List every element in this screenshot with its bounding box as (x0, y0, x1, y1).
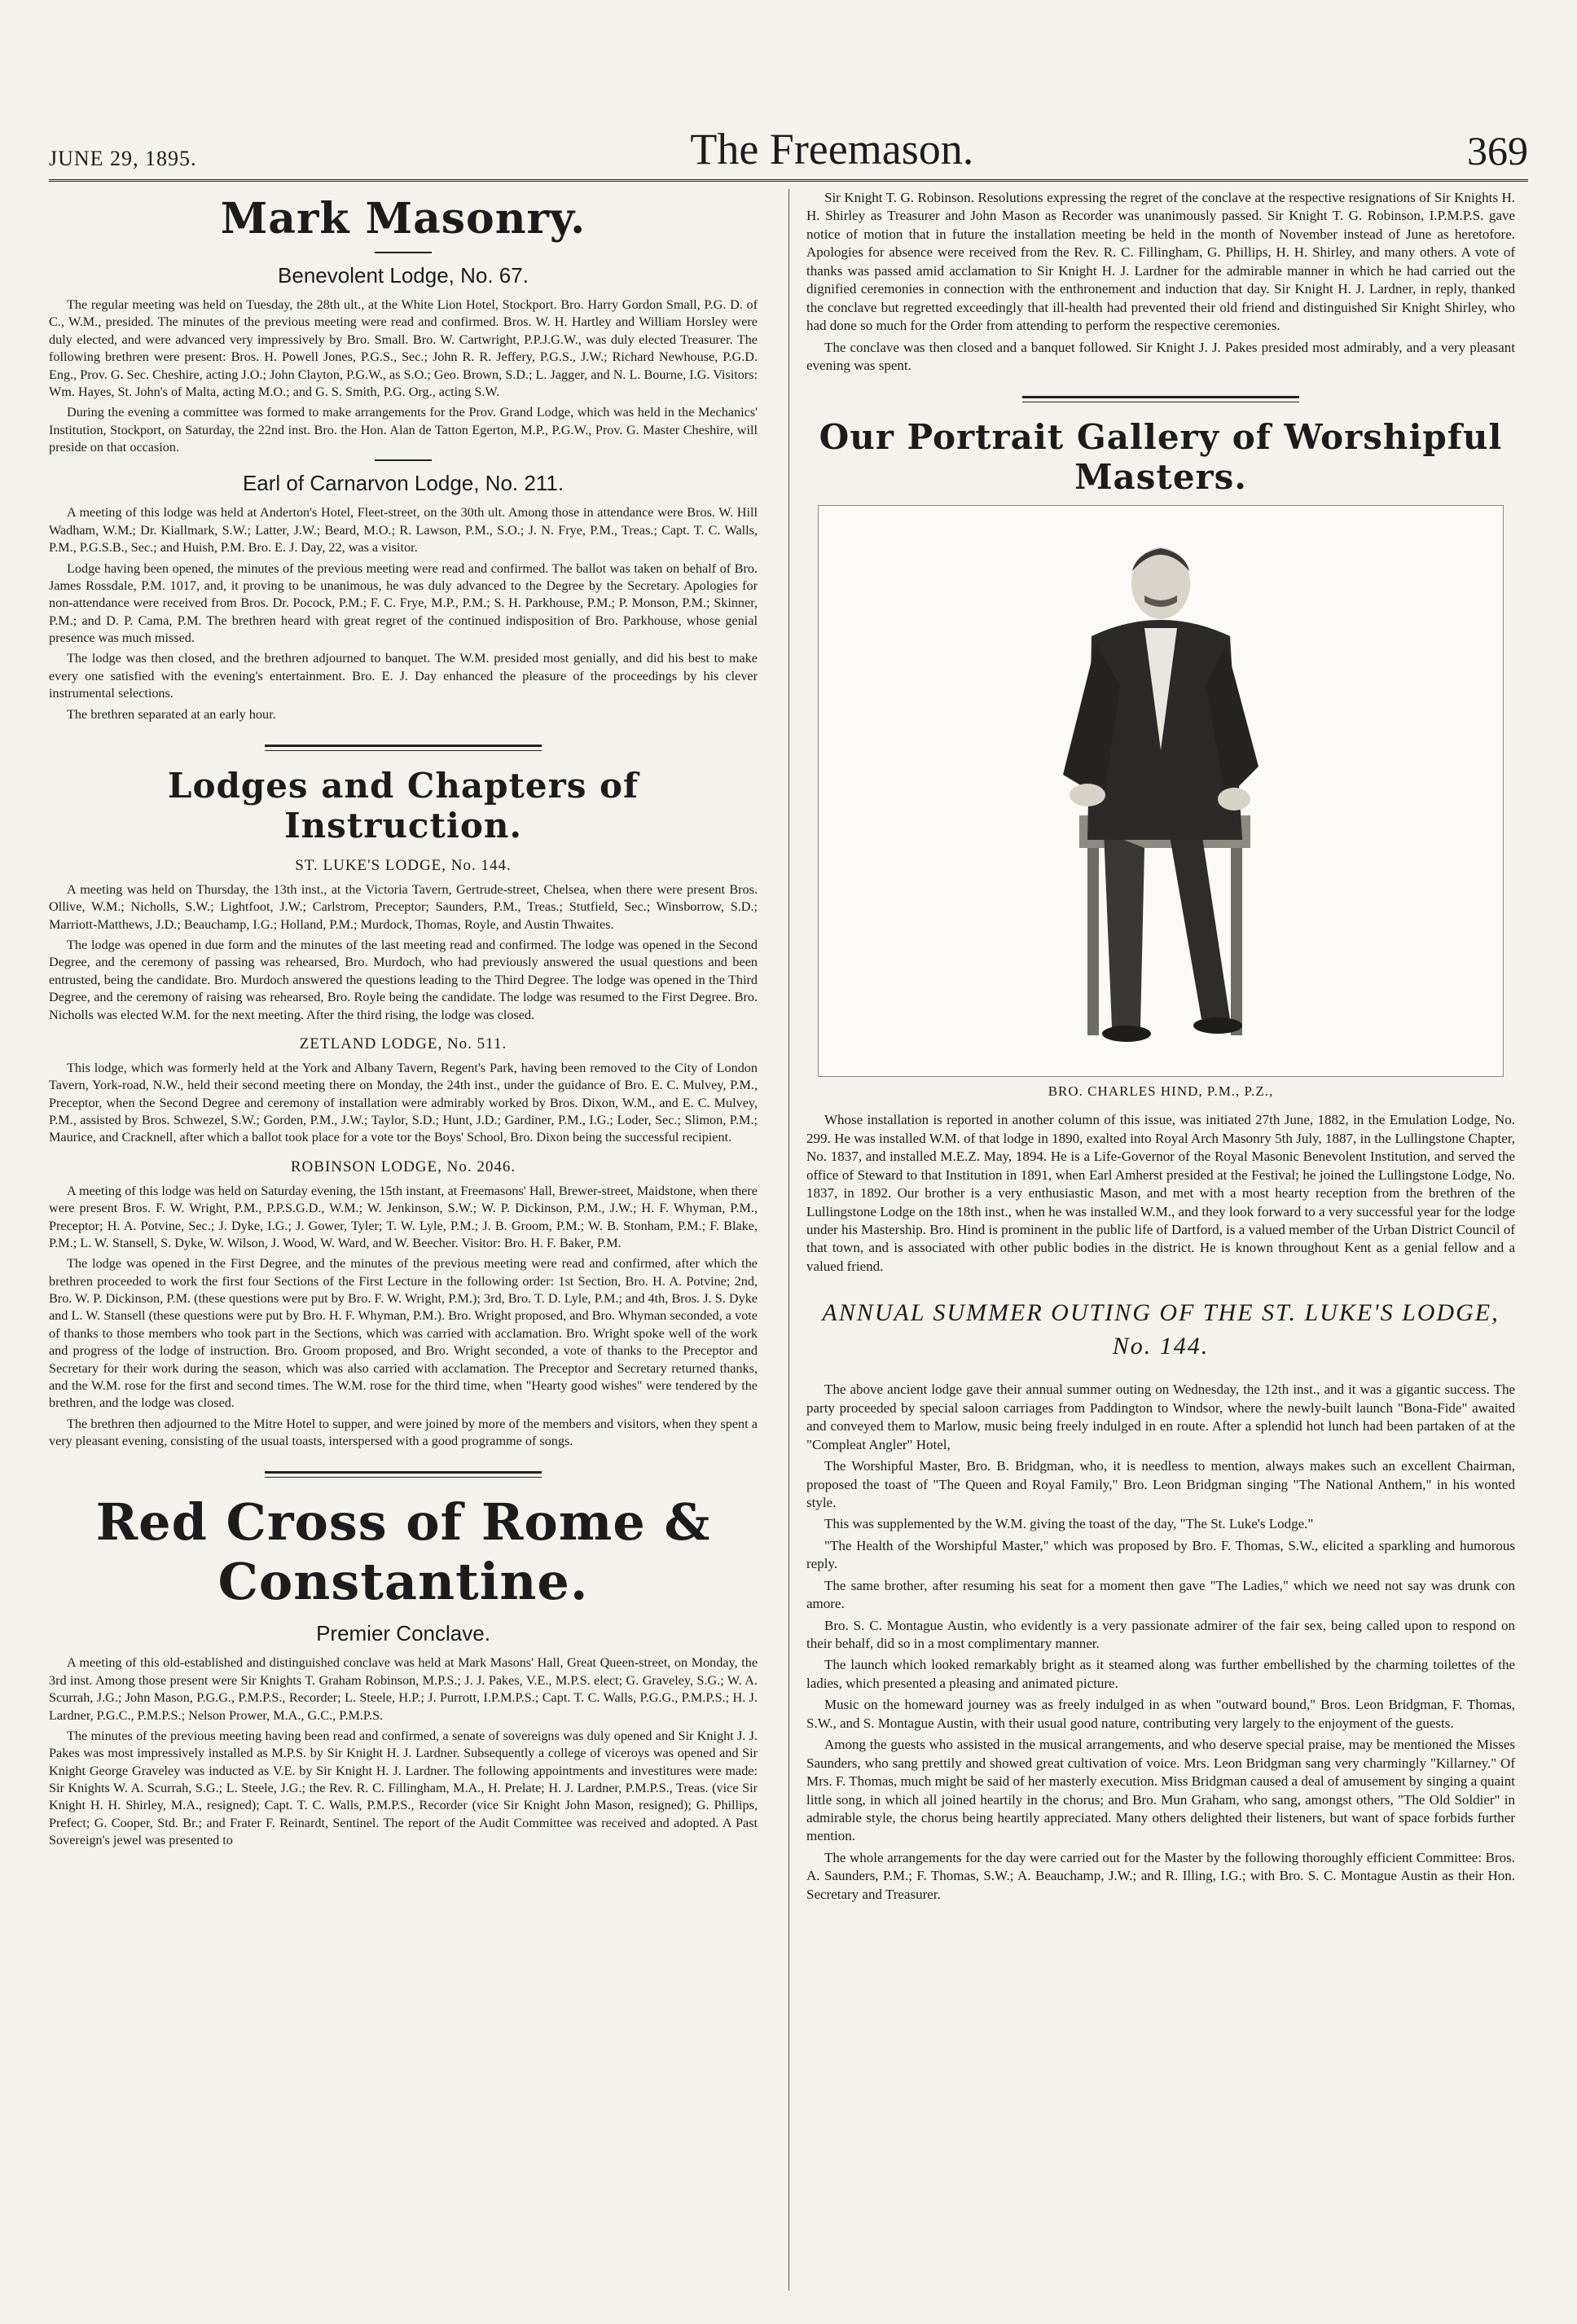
column-divider (788, 189, 789, 2291)
article-paragraph: Whose installation is reported in another column of this issue, was initiated 27th June, 1882, in the Emulation Lodge, No. 299. He was installed W.M. of that lodge in 1890, exalted into Royal Arch Masonry 5th July, 1887, in the Lullingstone Chapter, No. 1837, and installed M.E.Z. May, 1894. He is a Life-Governor of the Royal Masonic Benevolent Institution, and served the office of Steward to that Institution in 1891, when Earl Amherst presided at the Festival; he joined the Lullingstone Lodge, No. 1837, in 1892. Our brother is a very enthusiastic Mason, and met with a most hearty reception from the brethren of the Lullingstone Lodge on the 18th inst., when he was installed W.M., and they look forward to a very successful year for the lodge under his Mastership. Bro. Hind is prominent in the public life of Dartford, is a valued member of the Urban District Council of that town, and is associated with other public bodies in the district. He is known throughout Kent as a genial fellow and a valued friend. (806, 1112, 1515, 1274)
article-paragraph: The conclave was then closed and a banquet followed. Sir Knight J. J. Pakes presided most admirably, and a very pleasant evening was spent. (806, 339, 1515, 373)
article-paragraph: Bro. S. C. Montague Austin, who evidently is a very passionate admirer of the fair sex, being called upon to respond on their behalf, did so in a most complimentary manner. (806, 1617, 1515, 1651)
article-paragraph: The brethren then adjourned to the Mitre Hotel to supper, and were joined by more of the members and visitors, when they spent a very pleasant evening, consisting of the usual toasts, interspersed with a good programme of songs. (49, 1416, 758, 1448)
article-paragraph: The same brother, after resuming his seat for a moment then gave "The Ladies," which we need not say was drunk con amore. (806, 1577, 1515, 1612)
zetland-heading: ZETLAND LODGE, No. 511. (299, 1035, 507, 1052)
robinson-heading: ROBINSON LODGE, No. 2046. (290, 1158, 516, 1175)
article-paragraph: Lodge having been opened, the minutes of the previous meeting were read and confirmed. The ballot was taken on behalf of Bro. James Rossdale, P.M. 1017, and, it proving to be unanimous, he was duly advanced to the Degree by the Secretary. Apologies for non-attendance were received from Bros. Dr. Pocock, P.M.; F. C. Frye, M.P., P.M.; S. H. Parkhouse, P.M.; P. Monson, P.M.; Skinner, P.M.; and D. P. Cama, P.M. The brethren heard with great regret of the continued indisposition of Bro. Parkhouse, whose genial presence was much missed. (49, 560, 758, 645)
paper-title: The Freemason. (690, 125, 974, 174)
article-paragraph: The lodge was then closed, and the brethren adjourned to banquet. The W.M. presided most genially, and did his best to make every one satisfied with the evening's entertainment. Bro. E. J. Day enhanced the pleasure of the proceedings by his clever instrumental selections. (49, 651, 758, 701)
article-paragraph: "The Health of the Worshipful Master," which was proposed by Bro. F. Thomas, S.W., elicited a sparkling and humorous reply. (806, 1537, 1515, 1572)
article-paragraph: The above ancient lodge gave their annual summer outing on Wednesday, the 12th inst., and it was a gigantic success. The party proceeded by special saloon carriages from Paddington to Windsor, where the newly-built launch "Bona-Fide" awaited and conveyed them to Marlow, music being freely indulged in en route. After a splendid hot lunch had been partaken of at the "Compleat Angler" Hotel, (806, 1382, 1515, 1452)
heading-rule (375, 252, 432, 253)
page-number: 369 (1466, 128, 1528, 174)
issue-date: JUNE 29, 1895. (49, 147, 197, 170)
summer-outing-heading: ANNUAL SUMMER OUTING OF THE ST. LUKE'S LODGE, No. 144. (822, 1299, 1500, 1360)
portrait-caption: BRO. CHARLES HIND, P.M., P.Z., (1048, 1083, 1274, 1100)
section-rule (265, 1471, 542, 1478)
article-paragraph: During the evening a committee was formed to make arrangements for the Prov. Grand Lodge, which was held in the Mechanics' Institution, Stockport, on Saturday, the 22nd inst. Bro. the Hon. Alan de Tatton Egerton, M.P., P.G.W., Prov. G. Master Cheshire, will preside on that occasion. (49, 405, 758, 455)
article-paragraph: Among the guests who assisted in the musical arrangements, and who deserve special praise, may be mentioned the Misses Saunders, who sang prettily and showed great cultivation of voice. Mrs. Leon Bridgman sang very charmingly "Killarney." Of Mrs. F. Thomas, much might be said of her masterly execution. Miss Bridgman caused a deal of amusement by singing a quaint little song, in which all joined heartily in the chorus; and Bro. Mun Graham, who sang, amongst others, "The Old Soldier" in admirable style, the chorus being heartily appreciated. Many others delighted their listeners, but want of space forbids further mention. (806, 1737, 1515, 1844)
mark-masonry-heading: Mark Masonry. (220, 194, 586, 244)
masthead (49, 106, 1528, 182)
article-paragraph: The launch which looked remarkably bright as it steamed along was further embellished by the charming toilettes of the ladies, which presented a pleasing and animated picture. (806, 1657, 1515, 1691)
section-rule (265, 745, 542, 751)
section-rule (1022, 396, 1299, 402)
red-cross-heading: Red Cross of Rome & Constantine. (95, 1492, 711, 1612)
article-paragraph: Music on the homeward journey was as freely indulged in as when "outward bound," Bros. Leon Bridgman, F. Thomas, S.W., and S. Montague Austin, with their usual good nature, contributing very largely to the enjoyment of the guests. (806, 1697, 1515, 1731)
article-paragraph: The brethren separated at an early hour. (67, 706, 276, 722)
portrait-photo (818, 505, 1504, 1077)
section-rule (375, 459, 432, 461)
article-paragraph: A meeting of this old-established and distinguished conclave was held at Mark Masons' Hall, Great Queen-street, on Monday, the 3rd inst. Among those present were Sir Knights T. Graham Robinson, M.P.S.; J. J. Pakes, V.E., M.P.S. elect; G. Graveley, S.G.; W. A. Scurrah, J.G.; John Mason, P.G.G., P.M.P.S., Recorder; L. Steele, H.P.; J. Purrott, I.P.M.P.S.; Capt. T. C. Walls, P.G.G., P.M.P.S.; H. J. Lardner, P.G.C., P.M.P.S.; Nelson Prower, M.A., G.C., P.M.P.S. (49, 1655, 758, 1723)
portrait-gallery-heading: Our Portrait Gallery of Worshipful Masters. (819, 417, 1503, 498)
premier-conclave-heading: Premier Conclave. (316, 1621, 490, 1646)
article-paragraph: This was supplemented by the W.M. giving the toast of the day, "The St. Luke's Lodge." (824, 1516, 1314, 1532)
st-lukes-heading: ST. LUKE'S LODGE, No. 144. (295, 856, 512, 874)
left-column (49, 189, 758, 1853)
article-paragraph: The minutes of the previous meeting having been read and confirmed, a senate of sovereigns was duly opened and Sir Knight J. J. Pakes was most impressively installed as M.P.S. by Sir Knight H. J. Lardner. Subsequently a college of viceroys was opened and Sir Knight George Graveley was inducted as V.E. by Sir Knight H. J. Lardner. The following appointments and investitures were made: Sir Knights W. A. Scurrah, S.G.; L. Steele, J.G.; the Rev. R. C. Fillingham, M.A., H. Prelate; H. J. Lardner, P.M.P.S., Treas. (vice Sir Knight H. H. Shirley, M.A., resigned); Capt. T. C. Walls, P.M.P.S., Recorder (vice Sir Knight John Mason, resigned); G. Phillips, Prefect; G. Cooper, Std. Br.; and Frater F. Reinardt, Sentinel. The report of the Audit Committee was received and adopted. A Past Sovereign's jewel was presented to (49, 1728, 758, 1848)
benevolent-lodge-heading: Benevolent Lodge, No. 67. (278, 263, 529, 288)
article-paragraph: The whole arrangements for the day were carried out for the Master by the following thoroughly efficient Committee: Bros. A. Saunders, P.M.; F. Thomas, S.W.; A. Beauchamp, J.W.; and R. Illing, I.G.; with Bro. S. C. Montague Austin as their Hon. Secretary and Treasurer. (806, 1849, 1515, 1902)
lodges-chapters-heading: Lodges and Chapters of Instruction. (167, 765, 639, 846)
article-paragraph: The lodge was opened in due form and the minutes of the last meeting read and confirmed. The lodge was opened in the Second Degree, and the ceremony of passing was rehearsed, Bro. Murdoch, who had previously answered the usual questions and been entrusted, being the candidate. Bro. Murdoch answered the questions leading to the Third Degree. The lodge was opened in the Third Degree, and the ceremony of raising was rehearsed, Bro. Royle being the candidate. The lodge was resumed to the First Degree. Bro. Nicholls was elected W.M. for the next meeting. After the third rising, the lodge was closed. (49, 938, 758, 1022)
right-column (806, 189, 1515, 1907)
portrait-figure-icon (819, 506, 1503, 1076)
article-paragraph: A meeting was held on Thursday, the 13th inst., at the Victoria Tavern, Gertrude-street, Chelsea, when there were present Bros. Ollive, W.M.; Nicholls, S.W.; Lightfoot, J.W.; Carlstrom, Preceptor; Saunders, P.M., Treas.; Stutfield, Sec.; Winsborrow, S.D.; Marriott-Matthews, J.D.; Beauchamp, I.G.; Holland, P.M.; Murdock, Thomas, Royle, and Austin Thwaites. (49, 881, 758, 932)
article-paragraph: Sir Knight T. G. Robinson. Resolutions expressing the regret of the conclave at the respective resignations of Sir Knights H. H. Shirley as Treasurer and John Mason as Recorder was unanimously passed. Sir Knight T. G. Robinson, I.P.M.P.S. gave notice of motion that in future the installation meeting be held in the month of November instead of June as heretofore. Apologies for absence were received from the Rev. R. C. Fillingham, G. Phillips, H. H. Shirley, and many others. A vote of thanks was passed amid acclamation to Sir Knight H. J. Lardner for the admirable manner in which he had carried out the dignified ceremonies in connection with the enthronement and induction that day. Sir Knight H. J. Lardner, in reply, thanked the conclave but regretted exceedingly that ill-health had prevented their old friend and distinguished Sir Knight Shirley, who had done so much for the Order from attending to perform the respective ceremonies. (806, 190, 1515, 334)
article-paragraph: The Worshipful Master, Bro. B. Bridgman, who, it is needless to mention, always makes such an excellent Chairman, proposed the toast of "The Queen and Royal Family," Bro. Leon Bridgman singing "The National Anthem," in his wonted style. (806, 1458, 1515, 1510)
article-paragraph: The regular meeting was held on Tuesday, the 28th ult., at the White Lion Hotel, Stockport. Bro. Harry Gordon Small, P.G. D. of C., W.M., presided. The minutes of the previous meeting were read and confirmed. Bros. W. H. Hartley and William Horsley were duly elected, and were advanced very impressively by Bro. Small. Bro. W. Cartwright, P.P.J.G.W., was duly elected Treasurer. The following brethren were present: Bros. H. Powell Jones, P.G.S., Sec.; John R. R. Jeffery, P.G.S., J.W.; Richard Newhouse, P.G.D. Eng., Prov. G. Sec. Cheshire, acting J.O.; John Clayton, P.G.W., as S.O.; Geo. Brown, S.D.; L. Jagger, and N. L. Bourne, I.G. Visitors: Wm. Hayes, St. John's of Malta, acting M.O.; and G. S. Smith, P.G. Org., acting S.W. (49, 297, 758, 399)
carnarvon-lodge-heading: Earl of Carnarvon Lodge, No. 211. (242, 471, 564, 496)
article-paragraph: A meeting of this lodge was held on Saturday evening, the 15th instant, at Freemasons' Hall, Brewer-street, Maidstone, when there were present Bros. F. W. Wright, P.M., P.P.S.G.D., W.M.; W. Jenkinson, S.W.; W. P. Dickinson, P.M., J.W.; H. F. Whyman, P.M., Preceptor; H. A. Potvine, Sec.; J. Dyke, I.G.; J. Gower, Tyler; T. W. Lyle, P.M.; J. B. Groom, P.M.; W. B. Stonham, P.M.; F. Blake, P.M.; L. W. Stansell, S. Dyke, W. Wilson, J. Wood, W. Ward, and W. Beecher. Visitor: Bro. H. F. Baker, P.M. (49, 1183, 758, 1250)
article-paragraph: The lodge was opened in the First Degree, and the minutes of the previous meeting were read and confirmed, after which the brethren proceeded to work the first four Sections of the First Lecture in the following order: 1st Section, Bro. H. A. Potvine; 2nd, Bro. W. P. Dickinson, P.M. (these questions were put by Bro. F. W. Wright, P.M.); 3rd, Bro. T. D. Lyle, P.M.; and 4th, Bros. J. S. Dyke and L. W. Stansell (these questions were put by Bro. H. F. Whyman, P.M.). Bro. Wright proposed, and Bro. Whyman seconded, a vote of thanks to those members who took part in the Sections, which was carried with acclamation. Bro. Wright spoke well of the work and progress of the lodge of instruction. Bro. Groom proposed, and Bro. Wright seconded, a vote of thanks to the Preceptor and Secretary for their work during the season, which was also carried with acclamation. The Preceptor and Secretary returned thanks, and the W.M. rose for the first and second times. The W.M. rose for the third time, when "Hearty good wishes" were tendered by the brethren, and the lodge was closed. (49, 1256, 758, 1411)
article-paragraph: A meeting of this lodge was held at Anderton's Hotel, Fleet-street, on the 30th ult. Among those in attendance were Bros. W. Hill Wadham, W.M.; Dr. Kiallmark, S.W.; Latter, J.W.; Beard, M.O.; R. Lawson, P.M., S.O.; J. N. Frye, P.M., Treas.; Capt. T. C. Walls, P.M., P.G.S.B., Sec.; and Huish, P.M. Bro. E. J. Day, 22, was a visitor. (49, 505, 758, 556)
article-paragraph: This lodge, which was formerly held at the York and Albany Tavern, Regent's Park, having been removed to the City of London Tavern, York-road, N.W., held their second meeting there on Monday, the 24th inst., under the guidance of Bro. E. C. Mulvey, P.M., Preceptor, when the Second Degree and ceremony of installation were admirably worked by Bros. Dixon, W.M., and E. C. Mulvey, P.M., assisted by Bros. Schwezel, S.W.; Gorden, P.M., J.W.; Taylor, S.D.; Hunt, J.D.; Gardiner, P.M., I.G.; Loder, Sec.; Slimon, P.M.; Maurice, and Cracknell, after which a ballot took place for a vote tor the Boys' School, Bro. Dixon being the successful recipient. (49, 1060, 758, 1145)
